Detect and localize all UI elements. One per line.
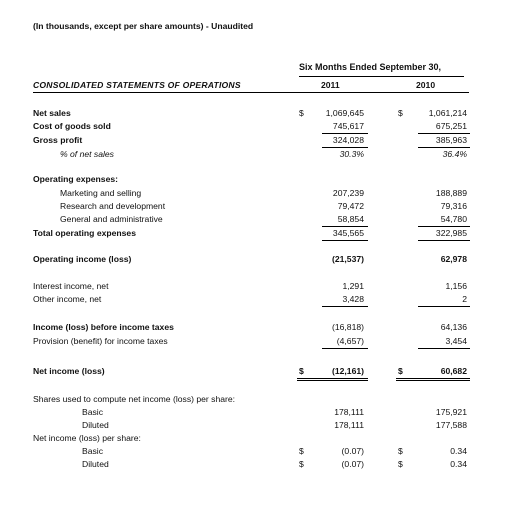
underline — [418, 133, 470, 134]
value-2010: 1,156 — [445, 281, 467, 291]
value-2011: (4,657) — [336, 336, 364, 346]
underline — [322, 226, 368, 227]
table-row-gna — [0, 214, 522, 226]
dollar-sign: $ — [398, 459, 403, 469]
double-underline — [297, 380, 368, 381]
row-label: General and administrative — [60, 214, 163, 224]
table-row-tax-provision — [0, 336, 522, 348]
row-label: Marketing and selling — [60, 188, 142, 198]
value-2011: 3,428 — [342, 294, 364, 304]
table-row-eps-heading — [0, 433, 522, 445]
table-row-gross-profit — [0, 135, 522, 147]
value-2011: (0.07) — [341, 459, 364, 469]
value-2011: 30.3% — [339, 149, 364, 159]
table-row-interest-income — [0, 281, 522, 293]
value-2011: 345,565 — [332, 228, 364, 238]
year-2011: 2011 — [321, 80, 340, 90]
row-label: Operating income (loss) — [33, 254, 132, 264]
value-2011: (21,537) — [331, 254, 364, 264]
row-label: Gross profit — [33, 135, 83, 145]
underline — [418, 226, 470, 227]
value-2011: 178,111 — [334, 420, 364, 430]
value-2011: (0.07) — [341, 446, 364, 456]
year-2010: 2010 — [416, 80, 436, 90]
value-2010: 177,588 — [435, 420, 467, 430]
row-label: % of net sales — [60, 149, 114, 159]
value-2010: 62,978 — [440, 254, 467, 264]
dollar-sign: $ — [299, 366, 304, 376]
row-label: Diluted — [82, 420, 109, 430]
value-2011: 324,028 — [332, 135, 364, 145]
header-note: (In thousands, except per share amounts) - Unaudited — [33, 21, 254, 31]
value-2010: 188,889 — [435, 188, 467, 198]
value-2011: (12,161) — [331, 366, 364, 376]
value-2010: 54,780 — [440, 214, 467, 224]
row-label: Cost of goods sold — [33, 121, 111, 131]
underline — [322, 306, 368, 307]
table-row-eps-diluted — [0, 459, 522, 471]
value-2010: 175,921 — [435, 407, 467, 417]
underline — [322, 147, 368, 148]
row-label: Net income (loss) — [33, 366, 105, 376]
value-2010: 0.34 — [450, 459, 467, 469]
value-2010: 322,985 — [435, 228, 467, 238]
section-heading: Net income (loss) per share: — [33, 433, 141, 443]
table-row-shares-diluted — [0, 420, 522, 432]
dollar-sign: $ — [299, 459, 304, 469]
value-2011: 79,472 — [337, 201, 364, 211]
dollar-sign: $ — [398, 366, 403, 376]
underline — [418, 306, 470, 307]
row-label: Basic — [82, 407, 104, 417]
underline — [418, 147, 470, 148]
underline — [418, 348, 470, 349]
underline — [418, 240, 470, 241]
dollar-sign: $ — [398, 108, 403, 118]
period-heading-rule — [299, 76, 464, 77]
value-2010: 64,136 — [440, 322, 467, 332]
row-label: Research and development — [60, 201, 166, 211]
row-label: Provision (benefit) for income taxes — [33, 336, 168, 346]
underline — [322, 240, 368, 241]
table-row-operating-income — [0, 254, 522, 266]
table-row-net-income — [0, 366, 522, 378]
row-label: Income (loss) before income taxes — [33, 322, 174, 332]
underline — [322, 133, 368, 134]
table-row-cogs — [0, 121, 522, 133]
value-2010: 1,061,214 — [428, 108, 467, 118]
statement-title: CONSOLIDATED STATEMENTS OF OPERATIONS — [33, 80, 241, 90]
table-row-opex-heading — [0, 174, 522, 186]
header-rule — [33, 92, 469, 93]
double-underline — [297, 378, 368, 379]
section-heading: Shares used to compute net income (loss) per share: — [33, 394, 236, 404]
section-heading: Operating expenses: — [33, 174, 119, 184]
value-2010: 385,963 — [435, 135, 467, 145]
value-2011: 1,069,645 — [325, 108, 364, 118]
table-row-other-income — [0, 294, 522, 306]
value-2011: 745,617 — [332, 121, 364, 131]
table-row-marketing — [0, 188, 522, 200]
table-row-pretax-income — [0, 322, 522, 334]
dollar-sign: $ — [398, 446, 403, 456]
value-2011: (16,818) — [331, 322, 364, 332]
value-2010: 60,682 — [440, 366, 467, 376]
value-2010: 36.4% — [442, 149, 467, 159]
double-underline — [396, 378, 470, 379]
value-2011: 58,854 — [337, 214, 364, 224]
row-label: Interest income, net — [33, 281, 109, 291]
value-2010: 0.34 — [450, 446, 467, 456]
row-label: Basic — [82, 446, 104, 456]
table-row-eps-basic — [0, 446, 522, 458]
table-row-net-sales — [0, 108, 522, 120]
table-row-shares-basic — [0, 407, 522, 419]
table-row-rnd — [0, 201, 522, 213]
dollar-sign: $ — [299, 108, 304, 118]
period-heading: Six Months Ended September 30, — [299, 62, 442, 72]
row-label: Total operating expenses — [33, 228, 136, 238]
value-2011: 1,291 — [342, 281, 364, 291]
row-label: Other income, net — [33, 294, 102, 304]
value-2010: 3,454 — [445, 336, 467, 346]
table-row-total-opex — [0, 228, 522, 240]
row-label: Net sales — [33, 108, 71, 118]
table-row-pct-net-sales — [0, 149, 522, 161]
underline — [322, 348, 368, 349]
value-2010: 2 — [462, 294, 467, 304]
table-row-shares-heading — [0, 394, 522, 406]
dollar-sign: $ — [299, 446, 304, 456]
value-2010: 675,251 — [435, 121, 467, 131]
value-2011: 178,111 — [334, 407, 364, 417]
double-underline — [396, 380, 470, 381]
value-2010: 79,316 — [440, 201, 467, 211]
value-2011: 207,239 — [332, 188, 364, 198]
row-label: Diluted — [82, 459, 109, 469]
